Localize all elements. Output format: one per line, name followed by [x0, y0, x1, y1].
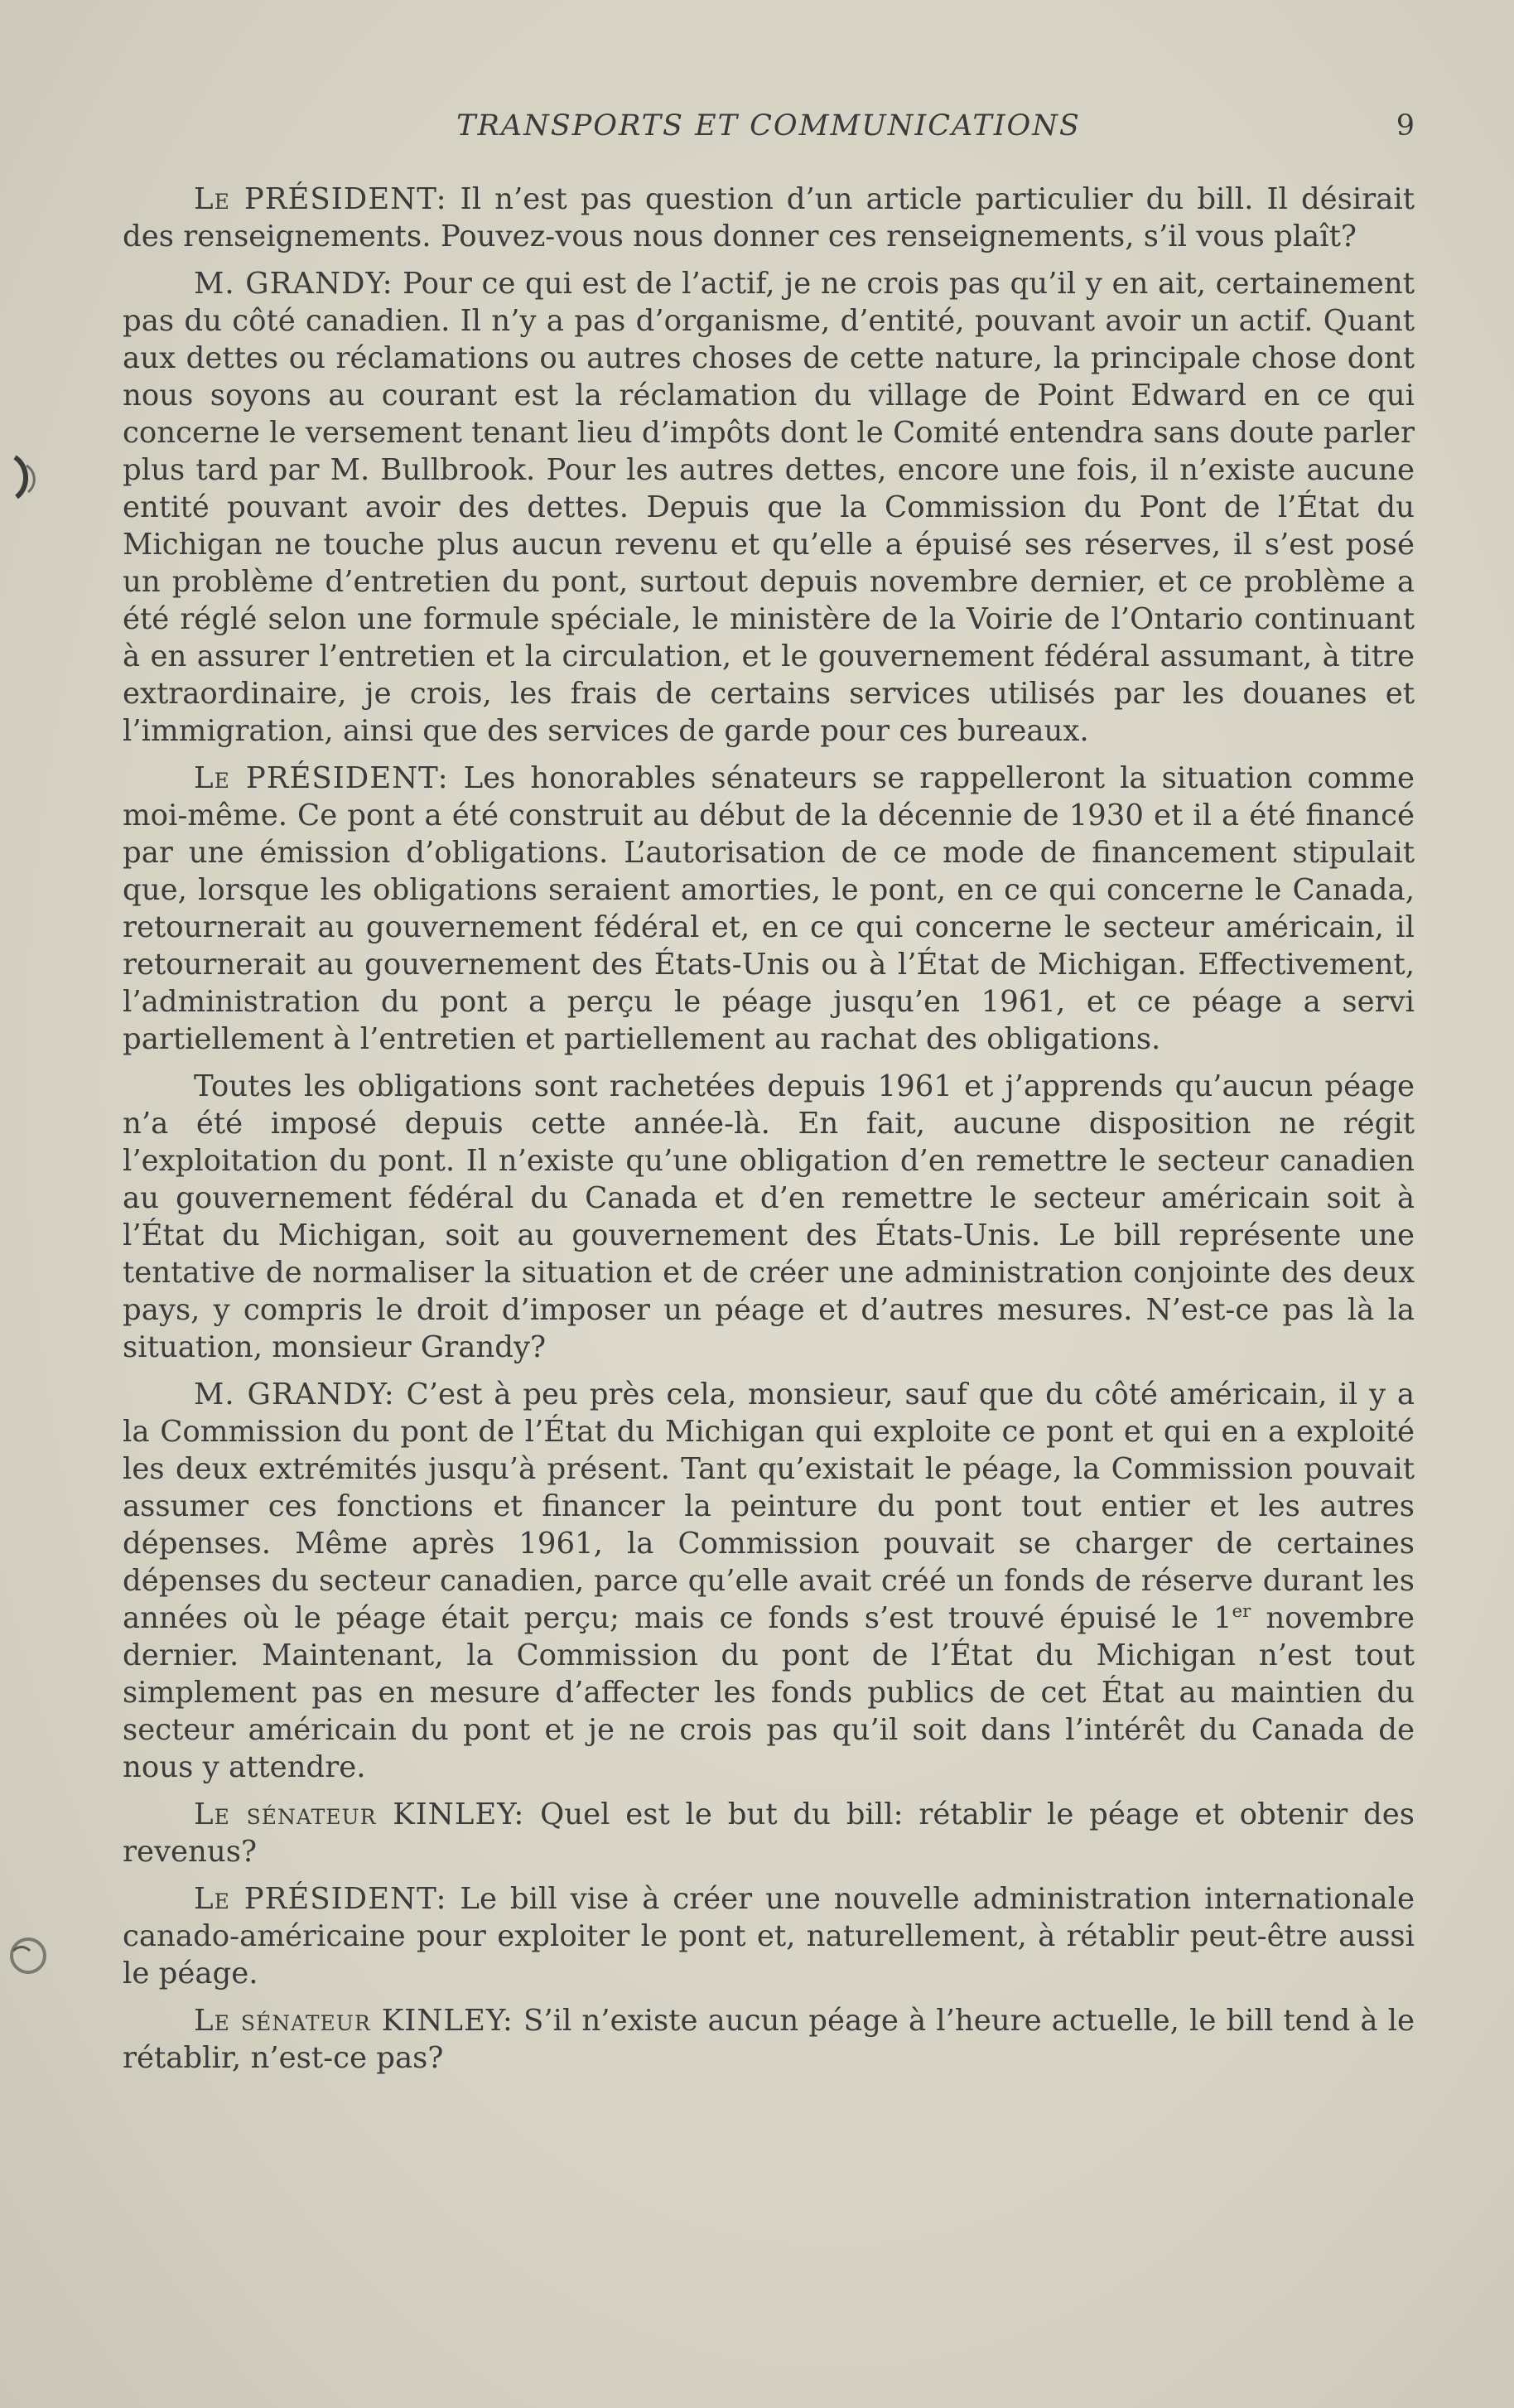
paragraph-text: S’il n’existe aucun péage à l’heure actuelle, le bill tend à le rétablir, n’est-ce pas? — [123, 2004, 1415, 2075]
paragraph — [123, 2002, 1415, 2077]
paragraph-text: Le bill vise à créer une nouvelle administration internationale canado-américaine pour exploiter le pont et, naturellement, à rétablir peut-être aussi le péage. — [123, 1882, 1415, 1991]
binding-mark — [0, 1926, 50, 1984]
paragraph-text: Il n’est pas question d’un article particulier du bill. Il désirait des renseignements. Pouvez-vous nous donner ces renseignements, s’il vous plaît? — [123, 182, 1415, 253]
speaker-name: Le sénateur KINLEY: — [194, 2004, 514, 2038]
speaker-name: M. GRANDY: — [194, 1378, 395, 1412]
paragraph-text: Pour ce qui est de l’actif, je ne crois pas qu’il y en ait, certainement pas du côté canadien. Il n’y a pas d’organisme, d’entité, pouvant avoir un actif. Quant aux dettes ou réclamations ou autres choses de cette nature, la principale chose dont nous soyons au courant est la réclamation du village de Point Edward en ce qui concerne le versement tenant lieu d’impôts dont le Comité entendra sans doute parler plus tard par M. Bullbrook. Pour les autres dettes, encore une fois, il n’existe aucune entité pouvant avoir des dettes. Depuis que la Commission du Pont de l’État du Michigan ne touche plus aucun revenu et qu’elle a épuisé ses réserves, il s’est posé un problème d’entretien du pont, surtout depuis novembre dernier, et ce problème a été réglé selon une formule spéciale, le ministère de la Voirie de l’Ontario continuant à en assurer l’entretien et la circulation, et le gouvernement fédéral assumant, à titre extraordinaire, je crois, les frais de certains services utilisés par les douanes et l’immigration, ainsi que des services de garde pour ces bureaux. — [123, 267, 1415, 748]
page-header — [123, 106, 1415, 152]
speaker-name: M. GRANDY: — [194, 267, 393, 301]
speaker-name: Le sénateur KINLEY: — [194, 1798, 525, 1831]
paragraph — [123, 181, 1415, 255]
speaker-name: Le PRÉSIDENT: — [194, 1882, 447, 1916]
paragraph — [123, 760, 1415, 1058]
binding-mark — [0, 447, 50, 505]
page-number: 9 — [1396, 109, 1415, 142]
paragraph — [123, 1376, 1415, 1786]
paragraph-text-continued: novembre dernier. Maintenant, la Commission du pont de l’État du Michigan n’est tout simplement pas en mesure d’affecter les fonds publics de cet État au maintien du secteur américain du pont et je ne crois pas qu’il soit dans l’intérêt du Canada de nous y attendre. — [123, 1601, 1415, 1784]
body-text — [123, 181, 1415, 2087]
paragraph-text: Toutes les obligations sont rachetées depuis 1961 et j’apprends qu’aucun péage n’a été imposé depuis cette année-là. En fait, aucune disposition ne régit l’exploitation du pont. Il n’existe qu’une obligation d’en remettre le secteur canadien au gouvernement fédéral du Canada et d’en remettre le secteur américain soit à l’État du Michigan, soit au gouvernement des États-Unis. Le bill représente une tentative de normaliser la situation et de créer une administration conjointe des deux pays, y compris le droit d’imposer un péage et d’autres mesures. N’est-ce pas là la situation, monsieur Grandy? — [123, 1069, 1415, 1364]
paragraph — [123, 1796, 1415, 1870]
speaker-name: Le PRÉSIDENT: — [194, 761, 449, 795]
paragraph-text: C’est à peu près cela, monsieur, sauf que du côté américain, il y a la Commission du pont de l’État du Michigan qui exploite ce pont et qui en a exploité les deux extrémités jusqu’à présent. Tant qu’existait le péage, la Commission pouvait assumer ces fonctions et financer la peinture du pont tout entier et les autres dépenses. Même après 1961, la Commission pouvait se charger de certaines dépenses du secteur canadien, parce qu’elle avait créé un fonds de réserve durant les années où le péage était perçu; mais ce fonds s’est trouvé épuisé le 1 — [123, 1378, 1415, 1635]
paragraph — [123, 265, 1415, 750]
speaker-name: Le PRÉSIDENT: — [194, 182, 447, 216]
paragraph — [123, 1880, 1415, 1992]
paragraph-text: Les honorables sénateurs se rappelleront la situation comme moi-même. Ce pont a été construit au début de la décennie de 1930 et il a été financé par une émission d’obligations. L’autorisation de ce mode de financement stipulait que, lorsque les obligations seraient amorties, le pont, en ce qui concerne le Canada, retournerait au gouvernement fédéral et, en ce qui concerne le secteur américain, il retournerait au gouvernement des États-Unis ou à l’État de Michigan. Effectivement, l’administration du pont a perçu le péage jusqu’en 1961, et ce péage a servi partiellement à l’entretien et partiellement au rachat des obligations. — [123, 761, 1415, 1056]
running-title: TRANSPORTS ET COMMUNICATIONS — [456, 109, 1081, 142]
paragraph — [123, 1068, 1415, 1366]
superscript: er — [1232, 1601, 1251, 1623]
paragraph-text: Quel est le but du bill: rétablir le péage et obtenir des revenus? — [123, 1798, 1415, 1869]
